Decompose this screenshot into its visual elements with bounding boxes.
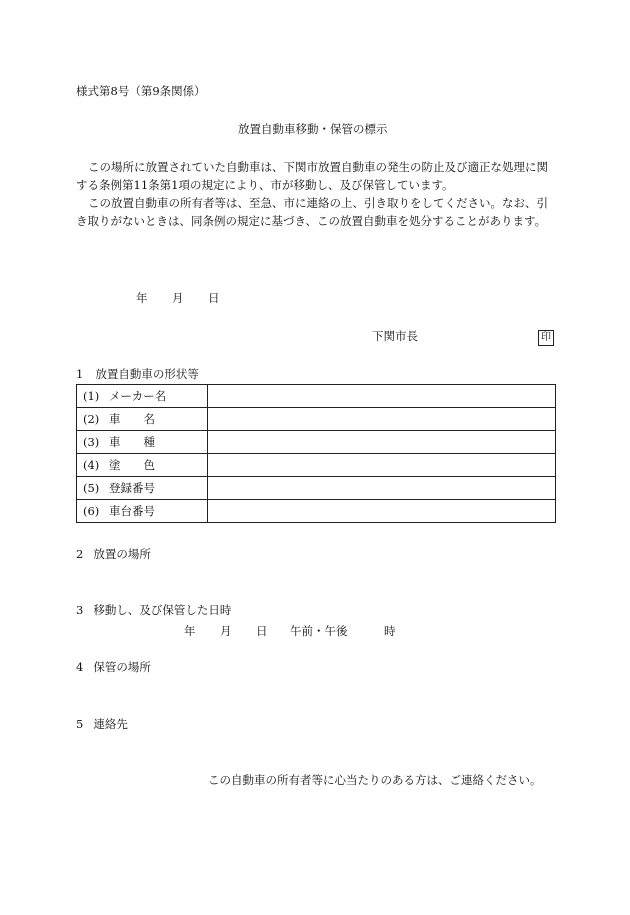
section-4-heading bbox=[76, 662, 151, 674]
section-5-heading bbox=[76, 719, 128, 731]
shape-table-row bbox=[77, 431, 556, 454]
shape-row-label-cell bbox=[77, 431, 208, 454]
body-text-1: この場所に放置されていた自動車は、下関市放置自動車の発生の防止及び適正な処理に関する条例第11条第1項の規定により、市が移動し、及び保管しています。 bbox=[76, 160, 548, 192]
seal-mark: 印 bbox=[538, 330, 554, 346]
shape-row-number: (4) bbox=[83, 458, 100, 472]
section-4-number: 4 bbox=[76, 660, 84, 674]
datetime-hour: 時 bbox=[384, 624, 396, 638]
section-3-label: 移動し、及び保管した日時 bbox=[93, 603, 232, 617]
shape-row-number: (2) bbox=[83, 412, 100, 426]
section-4-label: 保管の場所 bbox=[93, 660, 151, 674]
shape-row-number: (1) bbox=[83, 389, 100, 403]
shape-row-number: (5) bbox=[83, 481, 100, 495]
datetime-ampm: 午前・午後 bbox=[290, 624, 348, 638]
shape-row-value-field[interactable] bbox=[208, 431, 556, 454]
shape-row-label: 車台番号 bbox=[109, 504, 155, 518]
datetime-year: 年 bbox=[184, 624, 196, 638]
shape-row-label: メーカー名 bbox=[109, 389, 167, 403]
footer-note: この自動車の所有者等に心当たりのある方は、ご連絡ください。 bbox=[208, 773, 542, 787]
datetime-day: 日 bbox=[256, 624, 268, 638]
shape-row-label: 車 種 bbox=[109, 435, 155, 449]
shape-row-label-cell bbox=[77, 500, 208, 523]
shape-row-label-cell bbox=[77, 385, 208, 408]
shape-table-row bbox=[77, 500, 556, 523]
section-2-number: 2 bbox=[76, 547, 84, 561]
shape-row-label: 塗 色 bbox=[109, 458, 155, 472]
datetime-month: 月 bbox=[220, 624, 232, 638]
section-2-heading bbox=[76, 549, 151, 561]
section-1-number: 1 bbox=[76, 367, 84, 381]
shape-row-number: (3) bbox=[83, 435, 100, 449]
body-paragraph-2 bbox=[76, 194, 556, 230]
section-1-heading bbox=[76, 369, 199, 381]
section-1-label: 放置自動車の形状等 bbox=[95, 367, 199, 381]
shape-row-number: (6) bbox=[83, 504, 100, 518]
shape-row-label-cell bbox=[77, 477, 208, 500]
shape-row-label-cell bbox=[77, 408, 208, 431]
issuer-name: 下関市長 bbox=[372, 329, 418, 343]
shape-row-label-cell bbox=[77, 454, 208, 477]
section-5-number: 5 bbox=[76, 717, 84, 731]
shape-row-label: 車 名 bbox=[109, 412, 155, 426]
shape-row-value-field[interactable] bbox=[208, 500, 556, 523]
shape-row-value-field[interactable] bbox=[208, 408, 556, 431]
shape-table-row bbox=[77, 385, 556, 408]
shape-table-row bbox=[77, 408, 556, 431]
section-3-number: 3 bbox=[76, 603, 84, 617]
section-2-label: 放置の場所 bbox=[93, 547, 151, 561]
vehicle-shape-table bbox=[76, 384, 556, 523]
form-id: 様式第8号（第9条関係） bbox=[76, 84, 206, 98]
document-title: 放置自動車移動・保管の標示 bbox=[238, 122, 388, 136]
shape-row-value-field[interactable] bbox=[208, 385, 556, 408]
date-year: 年 bbox=[136, 291, 148, 305]
shape-table-row bbox=[77, 477, 556, 500]
shape-row-value-field[interactable] bbox=[208, 454, 556, 477]
date-month: 月 bbox=[172, 291, 184, 305]
shape-row-label: 登録番号 bbox=[109, 481, 155, 495]
body-paragraph-1 bbox=[76, 158, 556, 194]
shape-table-row bbox=[77, 454, 556, 477]
body-text-2: この放置自動車の所有者等は、至急、市に連絡の上、引き取りをしてください。なお、引き取りがないときは、同条例の規定に基づき、この放置自動車を処分することがあります。 bbox=[76, 196, 548, 228]
shape-row-value-field[interactable] bbox=[208, 477, 556, 500]
date-day: 日 bbox=[208, 291, 220, 305]
section-5-label: 連絡先 bbox=[93, 717, 128, 731]
section-3-heading bbox=[76, 605, 231, 617]
